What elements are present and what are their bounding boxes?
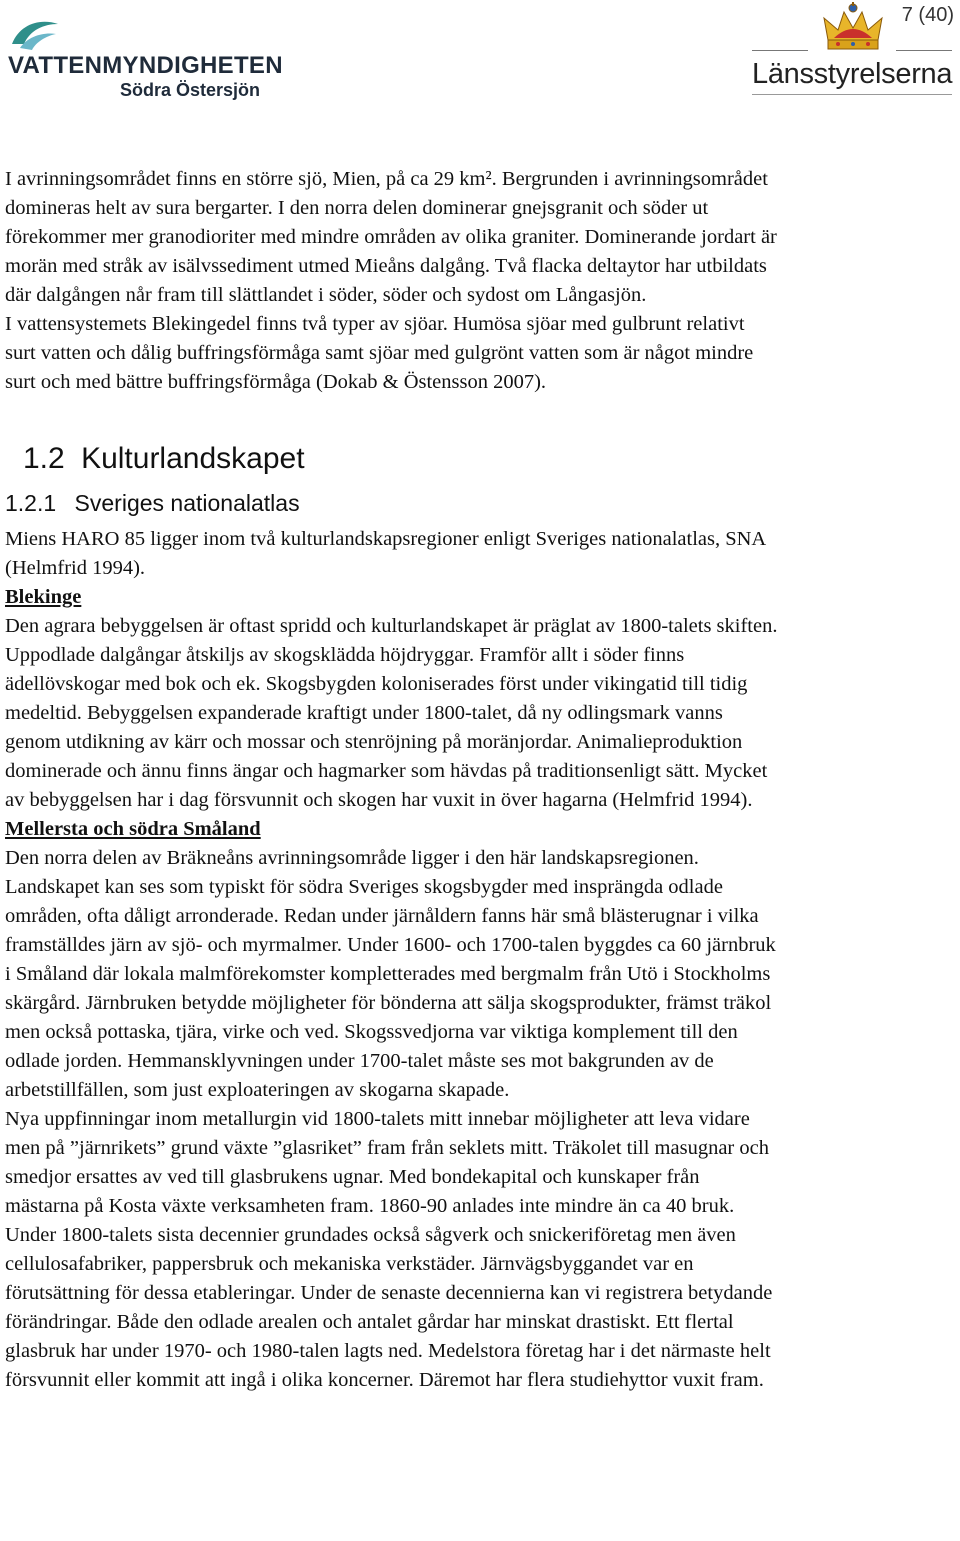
page-number: 7 (40)	[901, 4, 954, 26]
lansstyrelserna-logo	[748, 2, 956, 100]
logo-name: Länsstyrelserna	[752, 58, 953, 90]
paragraph: I vattensystemets Blekingedel finns två typer av sjöar. Humösa sjöar med gulbrunt relativt surt vatten och dålig buffringsförmåga samt sjöar med gulgrönt vatten som är något mindre surt och med bättre buffringsförmåga (Dokab & Östensson 2007).	[5, 313, 754, 393]
paragraph: Nya uppfinningar inom metallurgin vid 1800-talets mitt innebar möjligheter att leva vidare men på ”järnrikets” grund växte ”glasriket” fram från seklets mitt. Träkolet till masugnar och smedjor ersattes av ved till glasbrukens ugnar. Med bondekapital och kunskaper från mästarna på Kosta växte verksamheten fram. 1860-90 anlades inte mindre än ca 40 bruk. Under 1800-talets sista decennier grundades också sågverk och snickeriföretag men även cellulosafabriker, pappersbruk och mekaniska verkstäder. Järnvägsbyggandet var en förutsättning för dessa etableringar. Under de senaste decennierna kan vi registrera betydande förändringar. Både den odlade arealen och antalet gårdar har minskat drastiskt. Ett flertal glasbruk har under 1970- och 1980-talen lagts ned. Medelstora företag har i det närmaste helt försvunnit eller kommit att ingå i olika koncerner. Däremot har flera studiehyttor vuxit fram.	[5, 1108, 773, 1391]
paragraph: I avrinningsområdet finns en större sjö, Mien, på ca 29 km². Bergrunden i avrinningsområdet domineras helt av sura bergarter. I den norra delen dominerar gnejsgranit och söder ut förekommer mer granodioriter med mindre områden av olika graniter. Dominerande jordart är morän med stråk av isälvssediment utmed Mieåns dalgång. Två flacka deltaytor har utbildats där dalgången når fram till slättlandet i söder, söder och sydost om Långasjön.	[5, 168, 777, 306]
subsection-heading	[5, 487, 955, 519]
subsection-title: Sveriges nationalatlas	[74, 490, 300, 516]
logo-subtitle: Södra Östersjön	[120, 80, 261, 100]
region-heading-blekinge: Blekinge	[5, 586, 82, 608]
page-header	[0, 0, 960, 110]
water-drop-icon	[6, 14, 66, 54]
logo-rule-right	[896, 50, 952, 51]
document-body	[5, 165, 955, 1395]
logo-name: VATTENMYNDIGHETEN	[8, 52, 283, 79]
section-title: Kulturlandskapet	[81, 442, 305, 475]
logo-rule-left	[752, 50, 808, 51]
subsection-number: 1.2.1	[5, 490, 57, 516]
logo-underline	[752, 94, 952, 95]
paragraph: Den agrara bebyggelsen är oftast spridd och kulturlandskapet är präglat av 1800-talets skiften. Uppodlade dalgångar åtskiljs av skogsklädda höjdryggar. Framför allt i söder finns ädellövskogar med bok och ek. Skogsbygden koloniserades först under vikingatid till tidig medeltid. Bebyggelsen expanderade kraftigt under 1800-talet, då ny odlingsmark vanns genom utdikning av kärr och mossar och stenröjning på moränjordar. Animalieproduktion dominerade och ännu finns ängar och hagmarker som hävdas på traditionsenligt sätt. Mycket av bebyggelsen har i dag försvunnit och skogen har vuxit in över hagarna (Helmfrid 1994).	[5, 615, 778, 811]
region-heading-smaland: Mellersta och södra Småland	[5, 818, 261, 840]
vattenmyndigheten-logo	[6, 14, 296, 99]
paragraph: Den norra delen av Bräkneåns avrinningsområde ligger i den här landskapsregionen. Landskapet kan ses som typiskt för södra Sveriges skogsbygder med insprängda odlade områden, ofta dåligt arronderade. Redan under järnåldern fanns här små blästerugnar i vilka framställdes järn av sjö- och myrmalmer. Under 1600- och 1700-talen byggdes ca 60 järnbruk i Småland där lokala malmförekomster kompletterades med bergmalm från Utö i Stockholms skärgård. Järnbruken betydde möjligheter för bönderna att sälja skogsprodukter, främst träkol men också pottaska, tjära, virke och ved. Skogssvedjorna var viktiga komplement till den odlade jorden. Hemmansklyvningen under 1700-talet måste ses mot bakgrunden av de arbetstillfällen, som just exploateringen av skogarna skapade.	[5, 847, 776, 1101]
section-heading	[23, 439, 955, 479]
crown-icon	[820, 2, 886, 52]
section-number: 1.2	[23, 442, 65, 475]
paragraph: Miens HARO 85 ligger inom två kulturlandskapsregioner enligt Sveriges nationalatlas, SNA (Helmfrid 1994).	[5, 528, 767, 579]
